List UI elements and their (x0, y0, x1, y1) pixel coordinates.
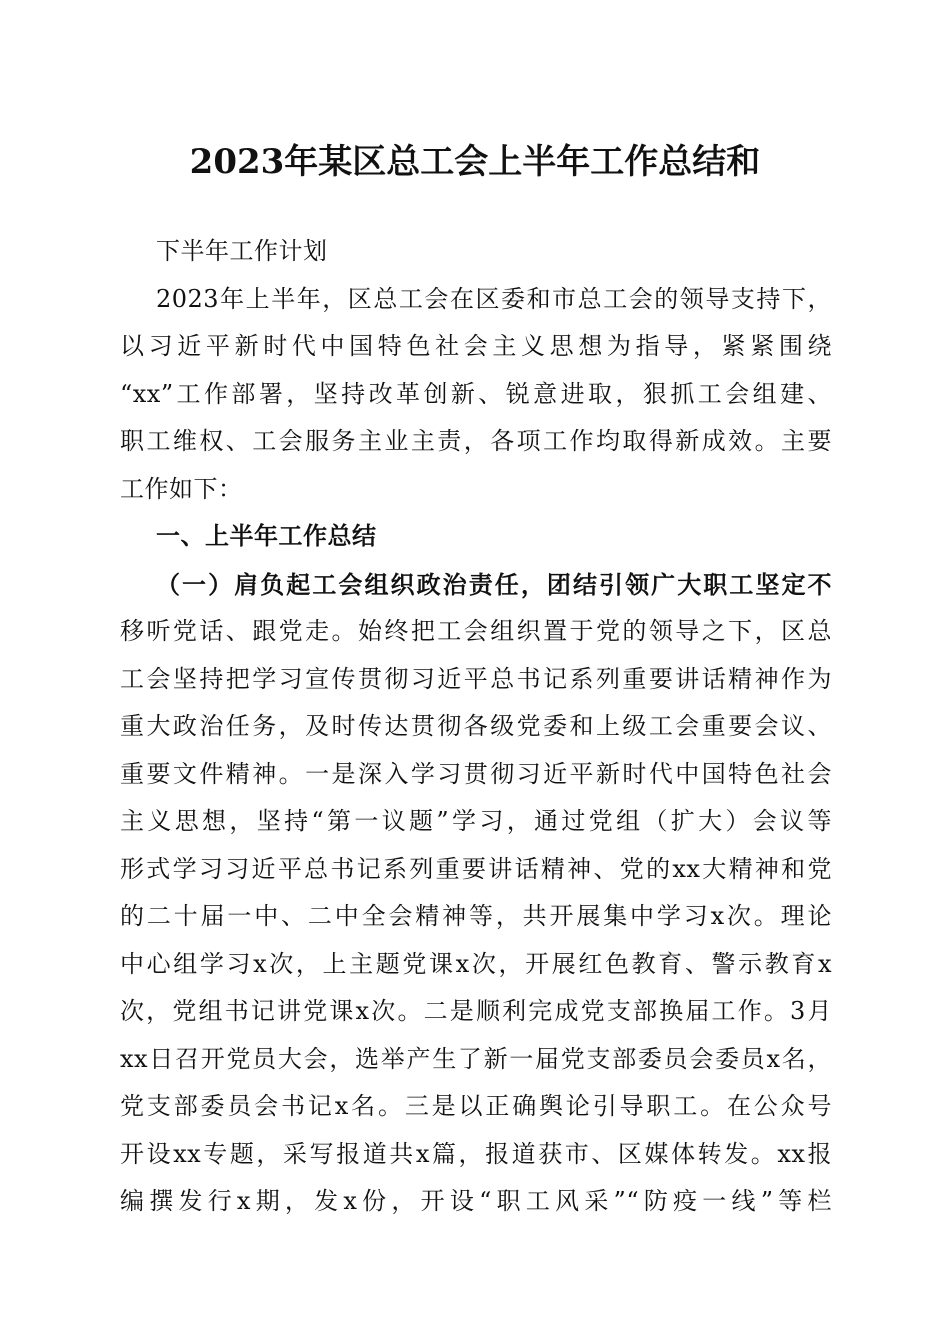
paragraph-line: 主义思想，坚持“第一议题”学习，通过党组（扩大）会议等 (120, 807, 832, 835)
title-continuation: 下半年工作计划 (156, 237, 328, 265)
paragraph-line: 形式学习习近平总书记系列重要讲话精神、党的xx大精神和党 (120, 854, 832, 883)
paragraph-line: 中心组学习x次，上主题党课x次，开展红色教育、警示教育x (120, 949, 832, 978)
paragraph-line: “xx”工作部署，坚持改革创新、锐意进取，狠抓工会组建、 (120, 379, 832, 408)
document-title: 2023年某区总工会上半年工作总结和 (189, 142, 761, 182)
paragraph-line: xx日召开党员大会，选举产生了新一届党支部委员会委员x名， (120, 1044, 832, 1073)
section-heading: 一、上半年工作总结 (156, 522, 377, 550)
paragraph-line: 次，党组书记讲党课x次。二是顺利完成党支部换届工作。3月 (120, 997, 832, 1025)
sub-heading-line: （一）肩负起工会组织政治责任，团结引领广大职工坚定不 (156, 569, 832, 599)
paragraph-line: 以习近平新时代中国特色社会主义思想为指导，紧紧围绕 (120, 332, 832, 360)
paragraph-line: 的二十届一中、二中全会精神等，共开展集中学习x次。理论 (120, 902, 832, 930)
paragraph-line: 工作如下： (120, 474, 243, 503)
paragraph-line: 工会坚持把学习宣传贯彻习近平总书记系列重要讲话精神作为 (120, 664, 832, 693)
paragraph-line: 重大政治任务，及时传达贯彻各级党委和上级工会重要会议、 (120, 712, 832, 740)
paragraph-line: 开设xx专题，采写报道共x篇，报道获市、区媒体转发。xx报 (120, 1139, 832, 1168)
paragraph-line: 移听党话、跟党走。始终把工会组织置于党的领导之下，区总 (120, 617, 832, 645)
paragraph-line: 2023年上半年，区总工会在区委和市总工会的领导支持下， (156, 284, 832, 313)
paragraph-line: 党支部委员会书记x名。三是以正确舆论引导职工。在公众号 (120, 1092, 832, 1120)
document-body (120, 228, 832, 1226)
paragraph-line: 重要文件精神。一是深入学习贯彻习近平新时代中国特色社会 (120, 759, 832, 788)
paragraph-line: 职工维权、工会服务主业主责，各项工作均取得新成效。主要 (120, 427, 832, 455)
paragraph-line: 编撰发行x期，发x份，开设“职工风采”“防疫一线”等栏 (120, 1187, 832, 1215)
